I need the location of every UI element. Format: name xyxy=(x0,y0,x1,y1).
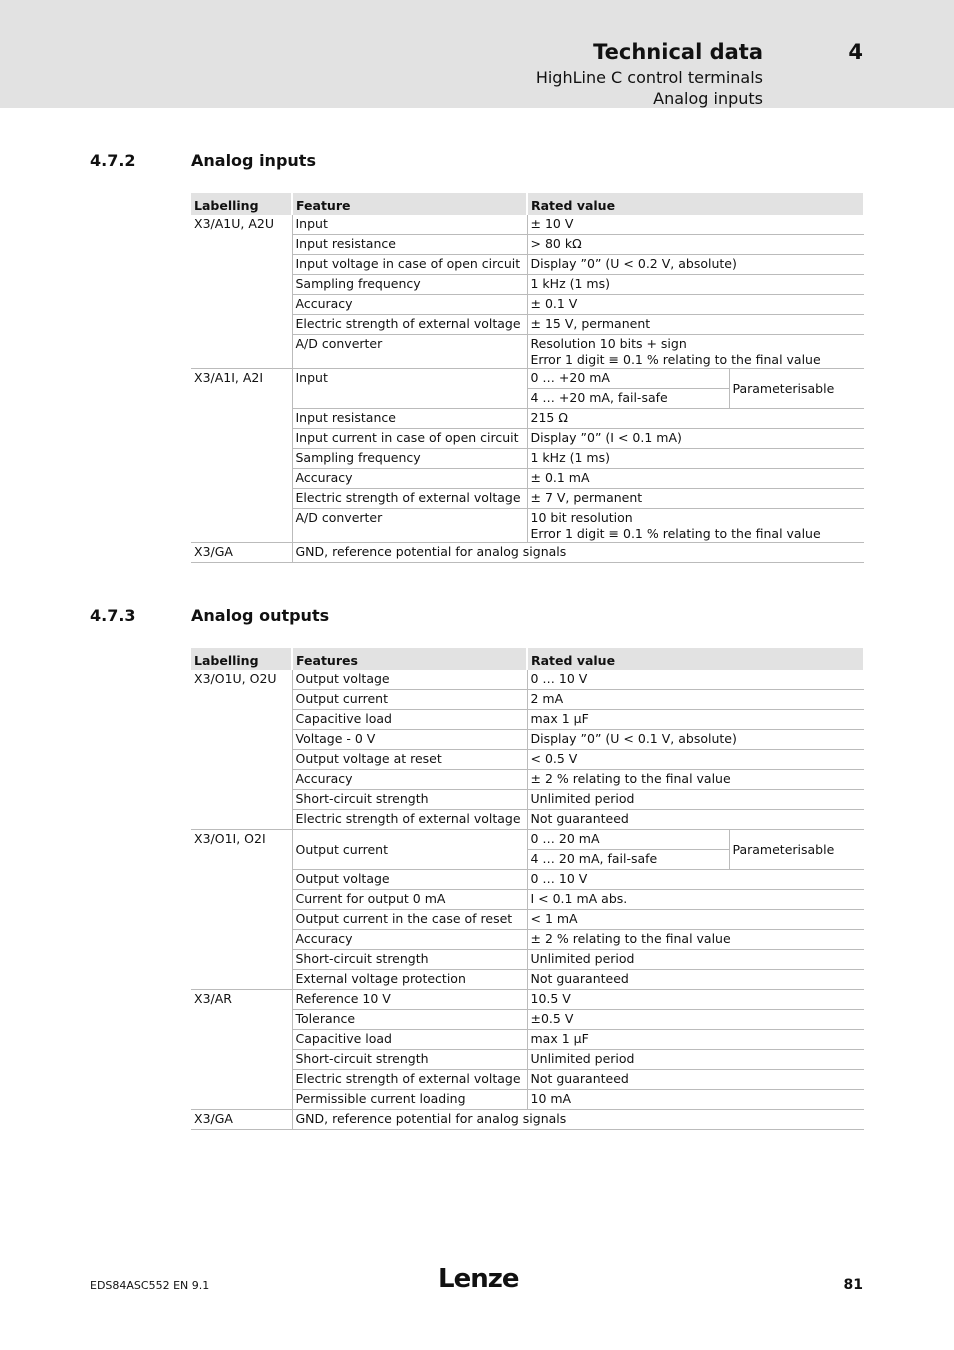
feature-cell: Reference 10 V xyxy=(292,990,527,1010)
feature-cell: Input resistance xyxy=(292,409,527,429)
column-header: Labelling xyxy=(191,193,292,215)
value-cell: < 1 mA xyxy=(527,910,864,930)
feature-cell: Sampling frequency xyxy=(292,449,527,469)
value-cell: ± 2 % relating to the final value xyxy=(527,930,864,950)
table-row xyxy=(191,1010,864,1030)
feature-cell: A/D converter xyxy=(292,335,527,369)
table-header-row xyxy=(191,648,864,670)
labelling-cell: X3/AR xyxy=(191,990,292,1110)
table-row xyxy=(191,990,864,1010)
feature-cell: Short-circuit strength xyxy=(292,1050,527,1070)
feature-cell: Electric strength of external voltage xyxy=(292,315,527,335)
table-row xyxy=(191,489,864,509)
note-cell: Parameterisable xyxy=(729,830,864,870)
table-row xyxy=(191,1070,864,1090)
analog-outputs-table xyxy=(191,648,865,1130)
value-cell: ±0.5 V xyxy=(527,1010,864,1030)
table-row xyxy=(191,235,864,255)
table-row xyxy=(191,275,864,295)
value-cell: 4 … 20 mA, fail-safe xyxy=(527,850,729,870)
table-row xyxy=(191,255,864,275)
table-row xyxy=(191,335,864,369)
feature-cell: A/D converter xyxy=(292,509,527,543)
feature-cell: Accuracy xyxy=(292,469,527,489)
value-cell: ± 2 % relating to the final value xyxy=(527,770,864,790)
value-cell: GND, reference potential for analog signals xyxy=(292,1110,864,1130)
feature-cell: Accuracy xyxy=(292,770,527,790)
table-row xyxy=(191,870,864,890)
feature-cell: Output current xyxy=(292,690,527,710)
table-row xyxy=(191,890,864,910)
table-row xyxy=(191,770,864,790)
value-cell: ± 0.1 V xyxy=(527,295,864,315)
value-cell: > 80 kΩ xyxy=(527,235,864,255)
value-cell: Display ”0” (I < 0.1 mA) xyxy=(527,429,864,449)
value-cell: Display ”0” (U < 0.2 V, absolute) xyxy=(527,255,864,275)
table-row xyxy=(191,1030,864,1050)
value-cell: 10.5 V xyxy=(527,990,864,1010)
value-cell: 10 mA xyxy=(527,1090,864,1110)
value-line: Error 1 digit ≡ 0.1 % relating to the final value xyxy=(530,526,821,541)
feature-cell: Input xyxy=(292,215,527,235)
value-cell: 0 … 10 V xyxy=(527,870,864,890)
table-row xyxy=(191,910,864,930)
feature-cell: Capacitive load xyxy=(292,710,527,730)
labelling-cell: X3/O1U, O2U xyxy=(191,670,292,830)
column-header: Features xyxy=(292,648,527,670)
value-line: Resolution 10 bits + sign xyxy=(530,336,687,351)
table-row xyxy=(191,215,864,235)
value-cell: Not guaranteed xyxy=(527,1070,864,1090)
table-row xyxy=(191,710,864,730)
feature-cell: Accuracy xyxy=(292,930,527,950)
table-row xyxy=(191,830,864,850)
value-cell: max 1 µF xyxy=(527,1030,864,1050)
header-subtitle-section: Analog inputs xyxy=(653,89,763,108)
value-cell: ± 10 V xyxy=(527,215,864,235)
table-row xyxy=(191,449,864,469)
page-number: 81 xyxy=(843,1277,863,1293)
table-row xyxy=(191,295,864,315)
table-row xyxy=(191,790,864,810)
note-cell: Parameterisable xyxy=(729,369,864,409)
labelling-cell: X3/GA xyxy=(191,1110,292,1130)
value-cell: 1 kHz (1 ms) xyxy=(527,449,864,469)
table-row xyxy=(191,469,864,489)
table-row xyxy=(191,409,864,429)
feature-cell: Current for output 0 mA xyxy=(292,890,527,910)
document-id: EDS84ASC552 EN 9.1 xyxy=(90,1279,210,1292)
value-cell: 2 mA xyxy=(527,690,864,710)
value-cell: Unlimited period xyxy=(527,790,864,810)
section-number: 4.7.3 xyxy=(90,606,136,625)
feature-cell: Short-circuit strength xyxy=(292,790,527,810)
feature-cell: Input xyxy=(292,369,527,409)
value-cell: 4 … +20 mA, fail-safe xyxy=(527,389,729,409)
section-title: Analog outputs xyxy=(191,606,330,625)
value-cell xyxy=(527,509,864,543)
value-cell: I < 0.1 mA abs. xyxy=(527,890,864,910)
table-row xyxy=(191,750,864,770)
table-row xyxy=(191,930,864,950)
value-cell: 0 … 20 mA xyxy=(527,830,729,850)
value-cell: Not guaranteed xyxy=(527,970,864,990)
labelling-cell: X3/O1I, O2I xyxy=(191,830,292,990)
value-cell: Unlimited period xyxy=(527,1050,864,1070)
analog-inputs-table xyxy=(191,193,865,563)
feature-cell: Input resistance xyxy=(292,235,527,255)
feature-cell: External voltage protection xyxy=(292,970,527,990)
table-row xyxy=(191,970,864,990)
table-row xyxy=(191,1110,864,1130)
feature-cell: Input current in case of open circuit xyxy=(292,429,527,449)
value-cell: GND, reference potential for analog signals xyxy=(292,543,864,563)
value-cell: Display ”0” (U < 0.1 V, absolute) xyxy=(527,730,864,750)
value-cell xyxy=(527,335,864,369)
feature-cell: Permissible current loading xyxy=(292,1090,527,1110)
value-line: 10 bit resolution xyxy=(530,510,633,525)
table-row xyxy=(191,315,864,335)
value-cell: Not guaranteed xyxy=(527,810,864,830)
feature-cell: Output voltage xyxy=(292,870,527,890)
table-row xyxy=(191,730,864,750)
feature-cell: Output current in the case of reset xyxy=(292,910,527,930)
column-header: Rated value xyxy=(527,193,864,215)
feature-cell: Output voltage xyxy=(292,670,527,690)
table-row xyxy=(191,950,864,970)
feature-cell: Tolerance xyxy=(292,1010,527,1030)
labelling-cell: X3/GA xyxy=(191,543,292,563)
table-row xyxy=(191,810,864,830)
feature-cell: Accuracy xyxy=(292,295,527,315)
labelling-cell: X3/A1U, A2U xyxy=(191,215,292,369)
section-number: 4.7.2 xyxy=(90,151,136,170)
value-cell: Unlimited period xyxy=(527,950,864,970)
lenze-logo: Lenze xyxy=(438,1264,519,1294)
value-cell: 215 Ω xyxy=(527,409,864,429)
value-cell: ± 0.1 mA xyxy=(527,469,864,489)
chapter-number: 4 xyxy=(848,40,863,64)
feature-cell: Short-circuit strength xyxy=(292,950,527,970)
table-row xyxy=(191,543,864,563)
column-header: Labelling xyxy=(191,648,292,670)
feature-cell: Capacitive load xyxy=(292,1030,527,1050)
value-cell: max 1 µF xyxy=(527,710,864,730)
value-cell: 1 kHz (1 ms) xyxy=(527,275,864,295)
value-cell: ± 15 V, permanent xyxy=(527,315,864,335)
page-header xyxy=(0,0,954,108)
feature-cell: Sampling frequency xyxy=(292,275,527,295)
value-cell: < 0.5 V xyxy=(527,750,864,770)
value-line: Error 1 digit ≡ 0.1 % relating to the final value xyxy=(530,352,821,367)
header-title: Technical data xyxy=(593,40,763,64)
table-row xyxy=(191,509,864,543)
feature-cell: Voltage - 0 V xyxy=(292,730,527,750)
feature-cell: Electric strength of external voltage xyxy=(292,810,527,830)
table-row xyxy=(191,690,864,710)
table-header-row xyxy=(191,193,864,215)
table-row xyxy=(191,670,864,690)
value-cell: ± 7 V, permanent xyxy=(527,489,864,509)
feature-cell: Electric strength of external voltage xyxy=(292,1070,527,1090)
header-subtitle: HighLine C control terminals xyxy=(535,68,763,87)
value-cell: 0 … +20 mA xyxy=(527,369,729,389)
table-row xyxy=(191,429,864,449)
section-title: Analog inputs xyxy=(191,151,316,170)
column-header: Feature xyxy=(292,193,527,215)
table-row xyxy=(191,369,864,389)
feature-cell: Input voltage in case of open circuit xyxy=(292,255,527,275)
labelling-cell: X3/A1I, A2I xyxy=(191,369,292,543)
feature-cell: Output voltage at reset xyxy=(292,750,527,770)
column-header: Rated value xyxy=(527,648,864,670)
feature-cell: Output current xyxy=(292,830,527,870)
feature-cell: Electric strength of external voltage xyxy=(292,489,527,509)
value-cell: 0 … 10 V xyxy=(527,670,864,690)
table-row xyxy=(191,1090,864,1110)
table-row xyxy=(191,1050,864,1070)
